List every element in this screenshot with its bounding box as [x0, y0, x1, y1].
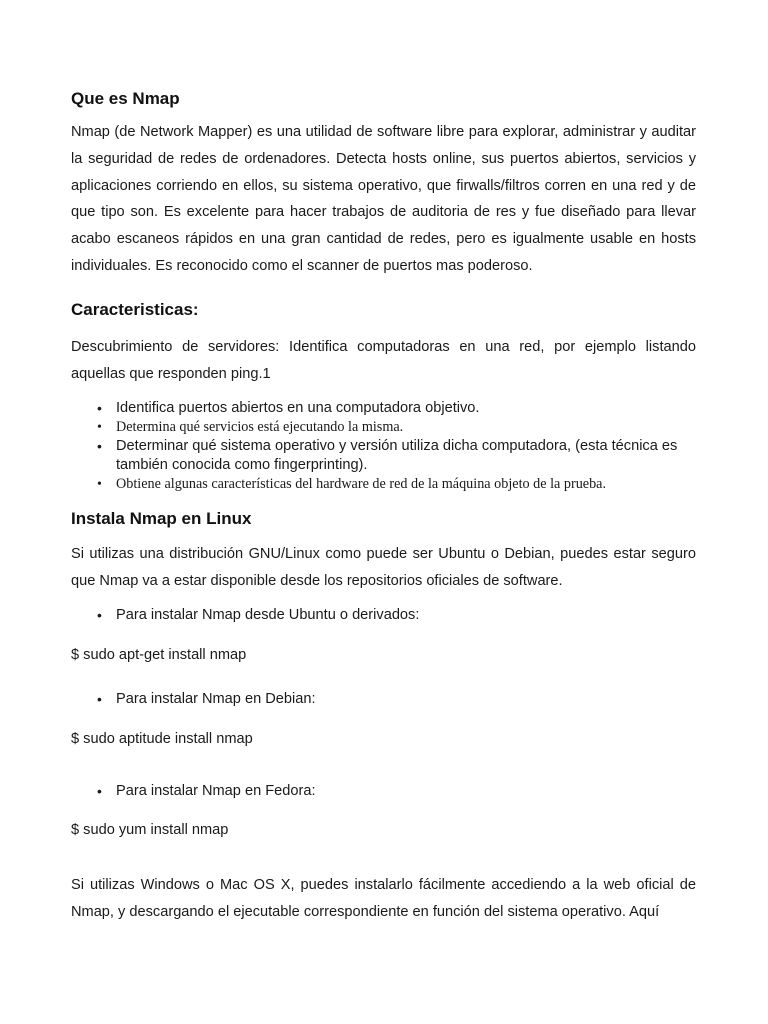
list-item: • Determinar qué sistema operativo y versión utiliza dicha computadora, (esta técnica es también conocida como fingerprinting). — [97, 438, 678, 474]
paragraph-what-is: Nmap (de Network Mapper) es una utilidad de software libre para explorar, administrar y auditar la seguridad de redes de ordenadores. Detecta hosts online, sus puertos abiertos, servicios y aplicaciones corriendo en ellos, su sistema operativo, que firwalls/filtros corren en una red y de que tipo son. Es excelente para hacer trabajos de auditoria de res y fue diseñado para llevar acabo escaneos rápidos en una gran cantidad de redes, pero es igualmente usable en hosts individuales. Es reconocido como el scanner de puertos mas poderoso. — [71, 124, 696, 274]
bullet-icon: • — [97, 438, 102, 455]
list-item: • Para instalar Nmap desde Ubuntu o derivados: — [97, 606, 420, 623]
bullet-icon: • — [97, 420, 102, 436]
heading-que-es-nmap: Que es Nmap — [71, 89, 180, 108]
bullet-icon: • — [97, 782, 102, 799]
bullet-icon: • — [97, 606, 102, 623]
bullet-icon: • — [97, 690, 102, 707]
install-fedora-list — [71, 782, 696, 801]
heading-instala-nmap: Instala Nmap en Linux — [71, 509, 252, 529]
paragraph-install: Si utilizas una distribución GNU/Linux como puede ser Ubuntu o Debian, puedes estar seguro que Nmap va a estar disponible desde los repositorios oficiales de software. — [71, 546, 696, 590]
heading-caracteristicas: Caracteristicas: — [71, 299, 199, 319]
command-fedora: $ sudo yum install nmap — [71, 821, 229, 838]
list-item: • Obtiene algunas características del hardware de red de la máquina objeto de la prueba. — [97, 476, 607, 493]
install-ubuntu-list — [71, 606, 696, 625]
document-page — [71, 88, 696, 926]
command-debian: $ sudo aptitude install nmap — [71, 730, 253, 747]
list-item: • Para instalar Nmap en Debian: — [97, 690, 316, 707]
paragraph-windows: Si utilizas Windows o Mac OS X, puedes instalarlo fácilmente accediendo a la web oficial de Nmap, y descargando el ejecutable correspondiente en función del sistema operativo. Aquí — [71, 876, 696, 920]
list-item: • Identifica puertos abiertos en una computadora objetivo. — [97, 400, 480, 417]
bullet-icon: • — [97, 477, 102, 493]
list-item: • Para instalar Nmap en Fedora: — [97, 782, 316, 799]
install-debian-list — [71, 690, 696, 709]
paragraph-features: Descubrimiento de servidores: Identifica computadoras en una red, por ejemplo listando aquellas que responden ping.1 — [71, 338, 696, 382]
bullet-icon: • — [97, 400, 102, 417]
features-list — [71, 399, 696, 494]
list-item: • Determina qué servicios está ejecutando la misma. — [97, 419, 404, 436]
command-ubuntu: $ sudo apt-get install nmap — [71, 646, 247, 663]
